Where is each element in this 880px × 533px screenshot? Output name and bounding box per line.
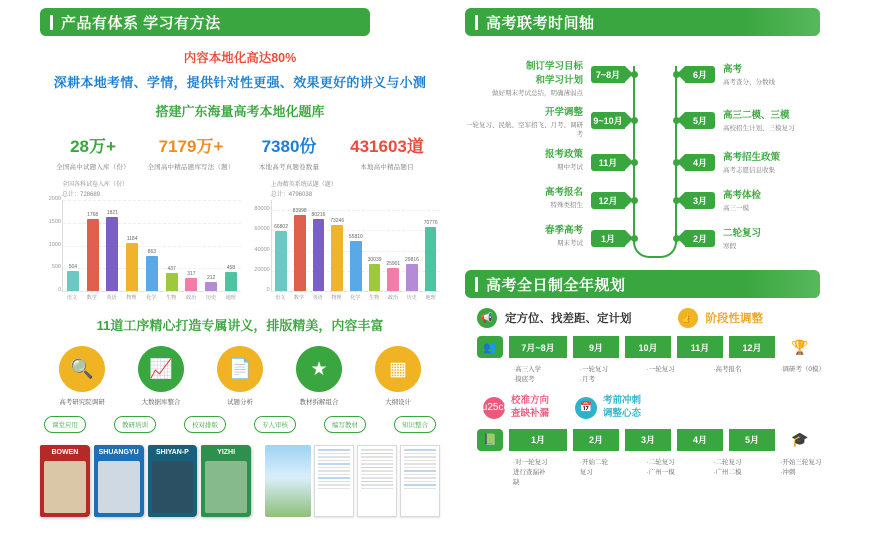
trophy-icon: 🏆 <box>791 338 809 355</box>
plan-month-chip: 11月 <box>677 336 723 358</box>
book-cover-image <box>44 461 86 513</box>
timeline-left-title: 春季高考 <box>544 225 583 236</box>
chart-bar-value: 25901 <box>386 260 401 267</box>
timeline-left-desc: 做好期末考试总结，明确薄弱点 <box>492 90 583 97</box>
lead-line-2: 深耕本地考情、学情，提供针对性更强、效果更好的讲义与小测 <box>53 75 427 90</box>
stat-item <box>142 132 240 171</box>
chart-bar <box>185 278 197 291</box>
timeline-left-title: 开学调整 <box>544 107 583 118</box>
process-pill: 教研培训 <box>114 416 156 433</box>
process-pill: 编写教材 <box>324 416 366 433</box>
stat-caption: 全国高中精品题库写法（题） <box>147 164 235 171</box>
process-circle-caption: 大纲设计 <box>385 399 411 406</box>
timeline-node-right <box>673 71 680 78</box>
plan-month-chip: 12月 <box>729 336 775 358</box>
timeline-left-month-chip: 1月 <box>591 230 625 247</box>
plan-row2-notes <box>465 458 843 488</box>
mid-left-label: 校准方向 查缺补漏 <box>511 395 550 419</box>
chart-x-tick: 地理 <box>225 295 236 301</box>
chart-y-tick: 0 <box>266 287 270 293</box>
plan-row1-months <box>465 336 843 358</box>
timeline-right-desc: 高考志愿信息收集 <box>723 167 775 174</box>
timeline-left-desc: 特殊类招生 <box>550 202 583 209</box>
process-pill: 知识整合 <box>394 416 436 433</box>
timeline-node-right <box>673 197 680 204</box>
chart-bar-column <box>122 200 142 291</box>
stats-row <box>40 132 440 171</box>
chart-bar <box>67 271 79 291</box>
lead-line-3: 搭建广东海量高考本地化题库 <box>155 104 325 119</box>
plan-mid-row <box>465 395 843 421</box>
chart-bar-column <box>290 200 309 291</box>
process-circle-item <box>125 346 197 406</box>
chart-bar-value: 80216 <box>311 211 326 218</box>
mid-item-left <box>478 395 550 421</box>
header-tick-icon <box>475 15 478 30</box>
chart-x-tick: 生物 <box>166 295 177 301</box>
book-title: SHIYAN-P <box>155 449 189 456</box>
plan-month-chip: 2月 <box>573 429 619 451</box>
plan-note: ·高三入学 ·摸底考 <box>513 366 542 384</box>
plan-month-chip: 4月 <box>677 429 723 451</box>
timeline-node-left <box>631 71 638 78</box>
left-column <box>40 8 440 517</box>
product-system-header <box>40 8 370 36</box>
stat-item <box>44 132 142 171</box>
chart-x-tick: 政治 <box>387 295 398 301</box>
stat-number: 28万+ <box>70 137 116 156</box>
chart-bar-column <box>103 200 123 291</box>
timeline-left-title: 制订学习目标 和学习计划 <box>525 61 583 86</box>
book-item <box>94 445 144 517</box>
chart-bar-column <box>328 200 347 291</box>
chart-y-tick: 40000 <box>254 246 270 253</box>
chart-gridline <box>272 291 440 292</box>
chart-bar-value: 30039 <box>367 256 382 263</box>
timeline-left-month-chip: 9~10月 <box>591 112 625 129</box>
timeline-left-item <box>465 184 583 210</box>
chart-bar-column <box>347 200 366 291</box>
chart-bar <box>225 272 237 291</box>
timeline-node-right <box>673 117 680 124</box>
plan-header <box>465 270 820 298</box>
chart-bar <box>126 243 138 291</box>
chart-bar-column <box>83 200 103 291</box>
stat-caption: 本地高考真题卷数量 <box>258 164 320 171</box>
chart-bar <box>369 264 381 291</box>
grid-icon: ▦ <box>375 346 421 392</box>
book-cover-image <box>152 461 194 513</box>
chart-2 <box>254 179 440 301</box>
process-circle-caption: 试题分析 <box>227 399 253 406</box>
calendar-icon: 📅 <box>575 397 597 419</box>
header-tick-icon <box>50 15 53 30</box>
right-column <box>465 8 843 488</box>
plan-row1-title: 定方位、找差距、定计划 <box>505 313 632 325</box>
process-circles <box>40 346 440 406</box>
timeline-header <box>465 8 820 36</box>
chart-x-tick: 数学 <box>293 295 304 301</box>
chart-y-tick: 20000 <box>254 266 270 273</box>
timeline-right-month-chip: 4月 <box>685 154 715 171</box>
chart-1 <box>48 179 241 301</box>
process-circle-item <box>283 346 355 406</box>
process-pill: 课堂应用 <box>44 416 86 433</box>
chart-x-tick: 历史 <box>406 295 417 301</box>
book-cover-image <box>205 461 247 513</box>
chart-x-tick: 英语 <box>312 295 323 301</box>
chart-bar <box>205 282 217 291</box>
process-circle-item <box>362 346 434 406</box>
chart-bar-value: 29816 <box>405 257 419 264</box>
timeline-left-item <box>465 104 583 140</box>
timeline-left-desc: 一轮复习、民航、空军招飞、月考、调研考 <box>466 122 583 139</box>
chart-bar-column <box>142 200 162 291</box>
book-item <box>201 445 251 517</box>
timeline-right-title: 高考 <box>723 64 743 75</box>
book-item <box>40 445 90 517</box>
book-title: SHUANGYU <box>98 449 139 456</box>
timeline-node-right <box>673 235 680 242</box>
stat-caption: 全国高中试题入库（份） <box>56 164 130 171</box>
mid-right-label: 考前冲刺 调整心态 <box>603 395 642 419</box>
plan-note: ·一轮复习 ·月考 <box>579 366 608 384</box>
timeline-left-month-chip: 11月 <box>591 154 625 171</box>
chart-x-tick: 化学 <box>350 295 361 301</box>
stat-number: 7380份 <box>261 137 317 156</box>
process-circle-caption: 高考研究院调研 <box>59 399 105 406</box>
chart-bar-column <box>162 200 182 291</box>
plan-row1-title-row <box>465 308 843 328</box>
chart-bar-value: 863 <box>147 249 157 256</box>
paper-icon: 📄 <box>217 346 263 392</box>
plan-note: ·对一轮复习 进行查漏补 缺 <box>513 458 548 486</box>
timeline-right-item <box>723 61 843 87</box>
chart-x-tick: 生物 <box>369 295 380 301</box>
chart-bar-column <box>384 200 403 291</box>
chart-bar-value: 83998 <box>292 208 307 215</box>
chart-y-tick: 80000 <box>254 206 270 213</box>
megaphone-icon: 📢 <box>477 308 497 328</box>
process-circle-item <box>46 346 118 406</box>
chart-bar <box>387 268 399 291</box>
timeline-right-desc: 高考查分、分数线 <box>723 79 775 86</box>
chart-bar <box>313 219 325 291</box>
chart-bar-column <box>421 200 440 291</box>
timeline-right-title: 二轮复习 <box>723 228 762 239</box>
timeline-right-desc: 高三一模 <box>723 205 749 212</box>
chart-1-subtitle: 总计：728689 <box>62 192 101 198</box>
timeline-right-title: 高考招生政策 <box>723 152 781 163</box>
product-system-header-label: 产品有体系 学习有方法 <box>61 14 221 32</box>
timeline-right-title: 高三二模、三模 <box>723 110 790 121</box>
header-tick-icon <box>475 277 478 292</box>
timeline-left-item <box>465 146 583 172</box>
chart-y-tick: 0 <box>57 287 61 293</box>
chart-bar-column <box>309 200 328 291</box>
chart-x-tick: 历史 <box>205 295 216 301</box>
star-icon: ★ <box>296 346 342 392</box>
graduation-cap-icon: 🎓 <box>791 431 809 448</box>
plan-note: ·开始三轮复习 ·冲刺 <box>780 458 822 476</box>
process-pill: 专人审核 <box>254 416 296 433</box>
chart-x-tick: 语文 <box>275 295 286 301</box>
stat-number: 431603道 <box>350 137 424 156</box>
timeline-node-right <box>673 159 680 166</box>
timeline-left-desc: 期末考试 <box>557 240 583 247</box>
plan-row1-badge: 阶段性调整 <box>705 313 763 325</box>
chart-x-tick: 化学 <box>146 295 157 301</box>
thumbs-up-icon: 👍 <box>678 308 698 328</box>
timeline-left-title: 高考报名 <box>544 187 583 198</box>
chart-gridline <box>63 291 241 292</box>
chart-bar <box>106 217 118 291</box>
chart-bar-column <box>63 200 83 291</box>
timeline-right-desc: 寒假 <box>723 243 736 250</box>
book-cover-image <box>98 461 140 513</box>
chart-bar <box>275 231 287 291</box>
chart-x-tick: 语文 <box>66 295 77 301</box>
chart-bar <box>406 264 418 291</box>
chart-bar-column <box>182 200 202 291</box>
mid-item-right <box>575 395 641 421</box>
timeline-right-month-chip: 3月 <box>685 192 715 209</box>
timeline-right-month-chip: 5月 <box>685 112 715 129</box>
stat-item <box>338 132 436 171</box>
plan-month-chip: 10月 <box>625 336 671 358</box>
book-item <box>148 445 198 517</box>
plan-note: ·二轮复习 ·广州二模 <box>713 458 742 476</box>
timeline-spine-left <box>633 66 635 244</box>
chart-bar <box>166 273 178 291</box>
chart-bar <box>87 219 99 291</box>
chart-bar-column <box>272 200 291 291</box>
exam-timeline <box>465 42 843 270</box>
timeline-right-item <box>723 225 843 251</box>
lead-line-1: 内容本地化高达80% <box>183 51 297 65</box>
book-icon: 📗 <box>477 429 503 451</box>
photo-thumbnail <box>265 445 311 517</box>
plan-row2-months <box>465 429 843 451</box>
timeline-node-left <box>631 197 638 204</box>
timeline-node-left <box>631 235 638 242</box>
chart-bar <box>350 241 362 291</box>
chart-bar-value: 1184 <box>126 236 138 243</box>
chart-1-title: 全国各科试卷入库（份） <box>62 182 129 188</box>
timeline-right-item <box>723 107 843 133</box>
target-icon: \u25ce <box>483 397 505 419</box>
timeline-left-month-chip: 7~8月 <box>591 66 625 83</box>
magnifier-icon: 🔍 <box>59 346 105 392</box>
plan-month-chip: 1月 <box>509 429 567 451</box>
chart-y-tick: 1500 <box>48 218 61 225</box>
timeline-right-month-chip: 2月 <box>685 230 715 247</box>
chart-bar <box>425 227 437 291</box>
chart-bar-column <box>201 200 221 291</box>
chart-bar-value: 504 <box>68 263 78 270</box>
document-page <box>314 445 354 517</box>
timeline-right-desc: 高校招生计划、三模复习 <box>723 125 795 132</box>
plan-row1-notes <box>465 365 843 385</box>
process-pill: 校对排版 <box>184 416 226 433</box>
chart-2-subtitle: 总计：4796038 <box>270 192 313 198</box>
chart-bar-value: 1821 <box>106 210 118 217</box>
timeline-right-month-chip: 6月 <box>685 66 715 83</box>
chart-x-tick: 物理 <box>331 295 342 301</box>
chart-bar-value: 55810 <box>348 233 363 240</box>
stat-caption: 本地高中精品题目 <box>360 164 414 171</box>
people-icon: 👥 <box>477 336 503 358</box>
chart-x-tick: 物理 <box>126 295 137 301</box>
timeline-header-label: 高考联考时间轴 <box>486 14 595 32</box>
book-title: BOWEN <box>51 449 79 456</box>
chart-bar-value: 212 <box>206 275 216 282</box>
timeline-left-item <box>465 58 583 98</box>
plan-note: ·一轮复习 <box>646 366 675 373</box>
chart-x-tick: 政治 <box>186 295 197 301</box>
timeline-left-month-chip: 12月 <box>591 192 625 209</box>
timeline-spine-bottom <box>633 242 677 258</box>
charts-row <box>40 179 440 301</box>
process-circle-caption: 教材拆解组合 <box>299 399 339 406</box>
book-title: YIZHI <box>217 449 236 456</box>
plan-month-chip: 9月 <box>573 336 619 358</box>
chart-bar-value: 458 <box>226 265 236 272</box>
chart-y-tick: 2000 <box>48 196 61 202</box>
chart-x-tick: 数学 <box>86 295 97 301</box>
documents-row <box>265 445 440 517</box>
chart-bar-column <box>365 200 384 291</box>
timeline-left-desc: 期中考试 <box>557 164 583 171</box>
chart-bar-value: 66802 <box>274 223 288 230</box>
chart-bar <box>331 225 343 291</box>
stat-item <box>240 132 338 171</box>
lecture-note-line: 11道工序精心打造专属讲义，排版精美，内容丰富 <box>96 318 384 333</box>
process-circle-caption: 大数据库整合 <box>141 399 181 406</box>
timeline-right-title: 高考体检 <box>723 190 762 201</box>
chart-bar-column <box>403 200 422 291</box>
chart-x-tick: 英语 <box>106 295 117 301</box>
chart-icon: 📈 <box>138 346 184 392</box>
document-page <box>400 445 440 517</box>
plan-month-chip: 5月 <box>729 429 775 451</box>
plan-note: ·二轮复习 ·广州一模 <box>646 458 675 476</box>
timeline-left-item <box>465 222 583 248</box>
plan-note: ·高考报名 <box>713 366 742 373</box>
timeline-right-item <box>723 149 843 175</box>
books-row <box>40 445 440 517</box>
timeline-left-title: 报考政策 <box>544 149 583 160</box>
plan-note: ·调研考（0模） <box>780 366 825 373</box>
chart-y-tick: 500 <box>51 264 61 271</box>
document-page <box>357 445 397 517</box>
chart-x-tick: 地理 <box>425 295 436 301</box>
chart-y-tick: 1000 <box>48 241 61 248</box>
plan-month-chip: 7月~8月 <box>509 336 567 358</box>
chart-bar-column <box>221 200 241 291</box>
stat-number: 7179万+ <box>158 137 224 156</box>
chart-bars <box>63 200 241 291</box>
chart-bar <box>146 256 158 291</box>
plan-header-label: 高考全日制全年规划 <box>486 276 626 294</box>
chart-bar-value: 437 <box>167 266 176 273</box>
process-circle-item <box>204 346 276 406</box>
process-pills <box>40 416 440 433</box>
chart-bar-value: 317 <box>187 271 196 278</box>
timeline-right-item <box>723 187 843 213</box>
year-plan <box>465 308 843 488</box>
timeline-node-left <box>631 117 638 124</box>
chart-bar-value: 73246 <box>330 218 345 225</box>
timeline-node-left <box>631 159 638 166</box>
chart-bar-value: 1768 <box>87 212 99 219</box>
plan-note: ·开始二轮 复习 <box>579 458 608 476</box>
chart-y-tick: 60000 <box>254 226 270 233</box>
chart-bars <box>272 200 440 291</box>
chart-bar-value: 70776 <box>423 220 438 227</box>
plan-month-chip: 3月 <box>625 429 671 451</box>
chart-bar <box>294 215 306 291</box>
chart-2-title: 上海精英系统试题（题） <box>270 182 337 188</box>
